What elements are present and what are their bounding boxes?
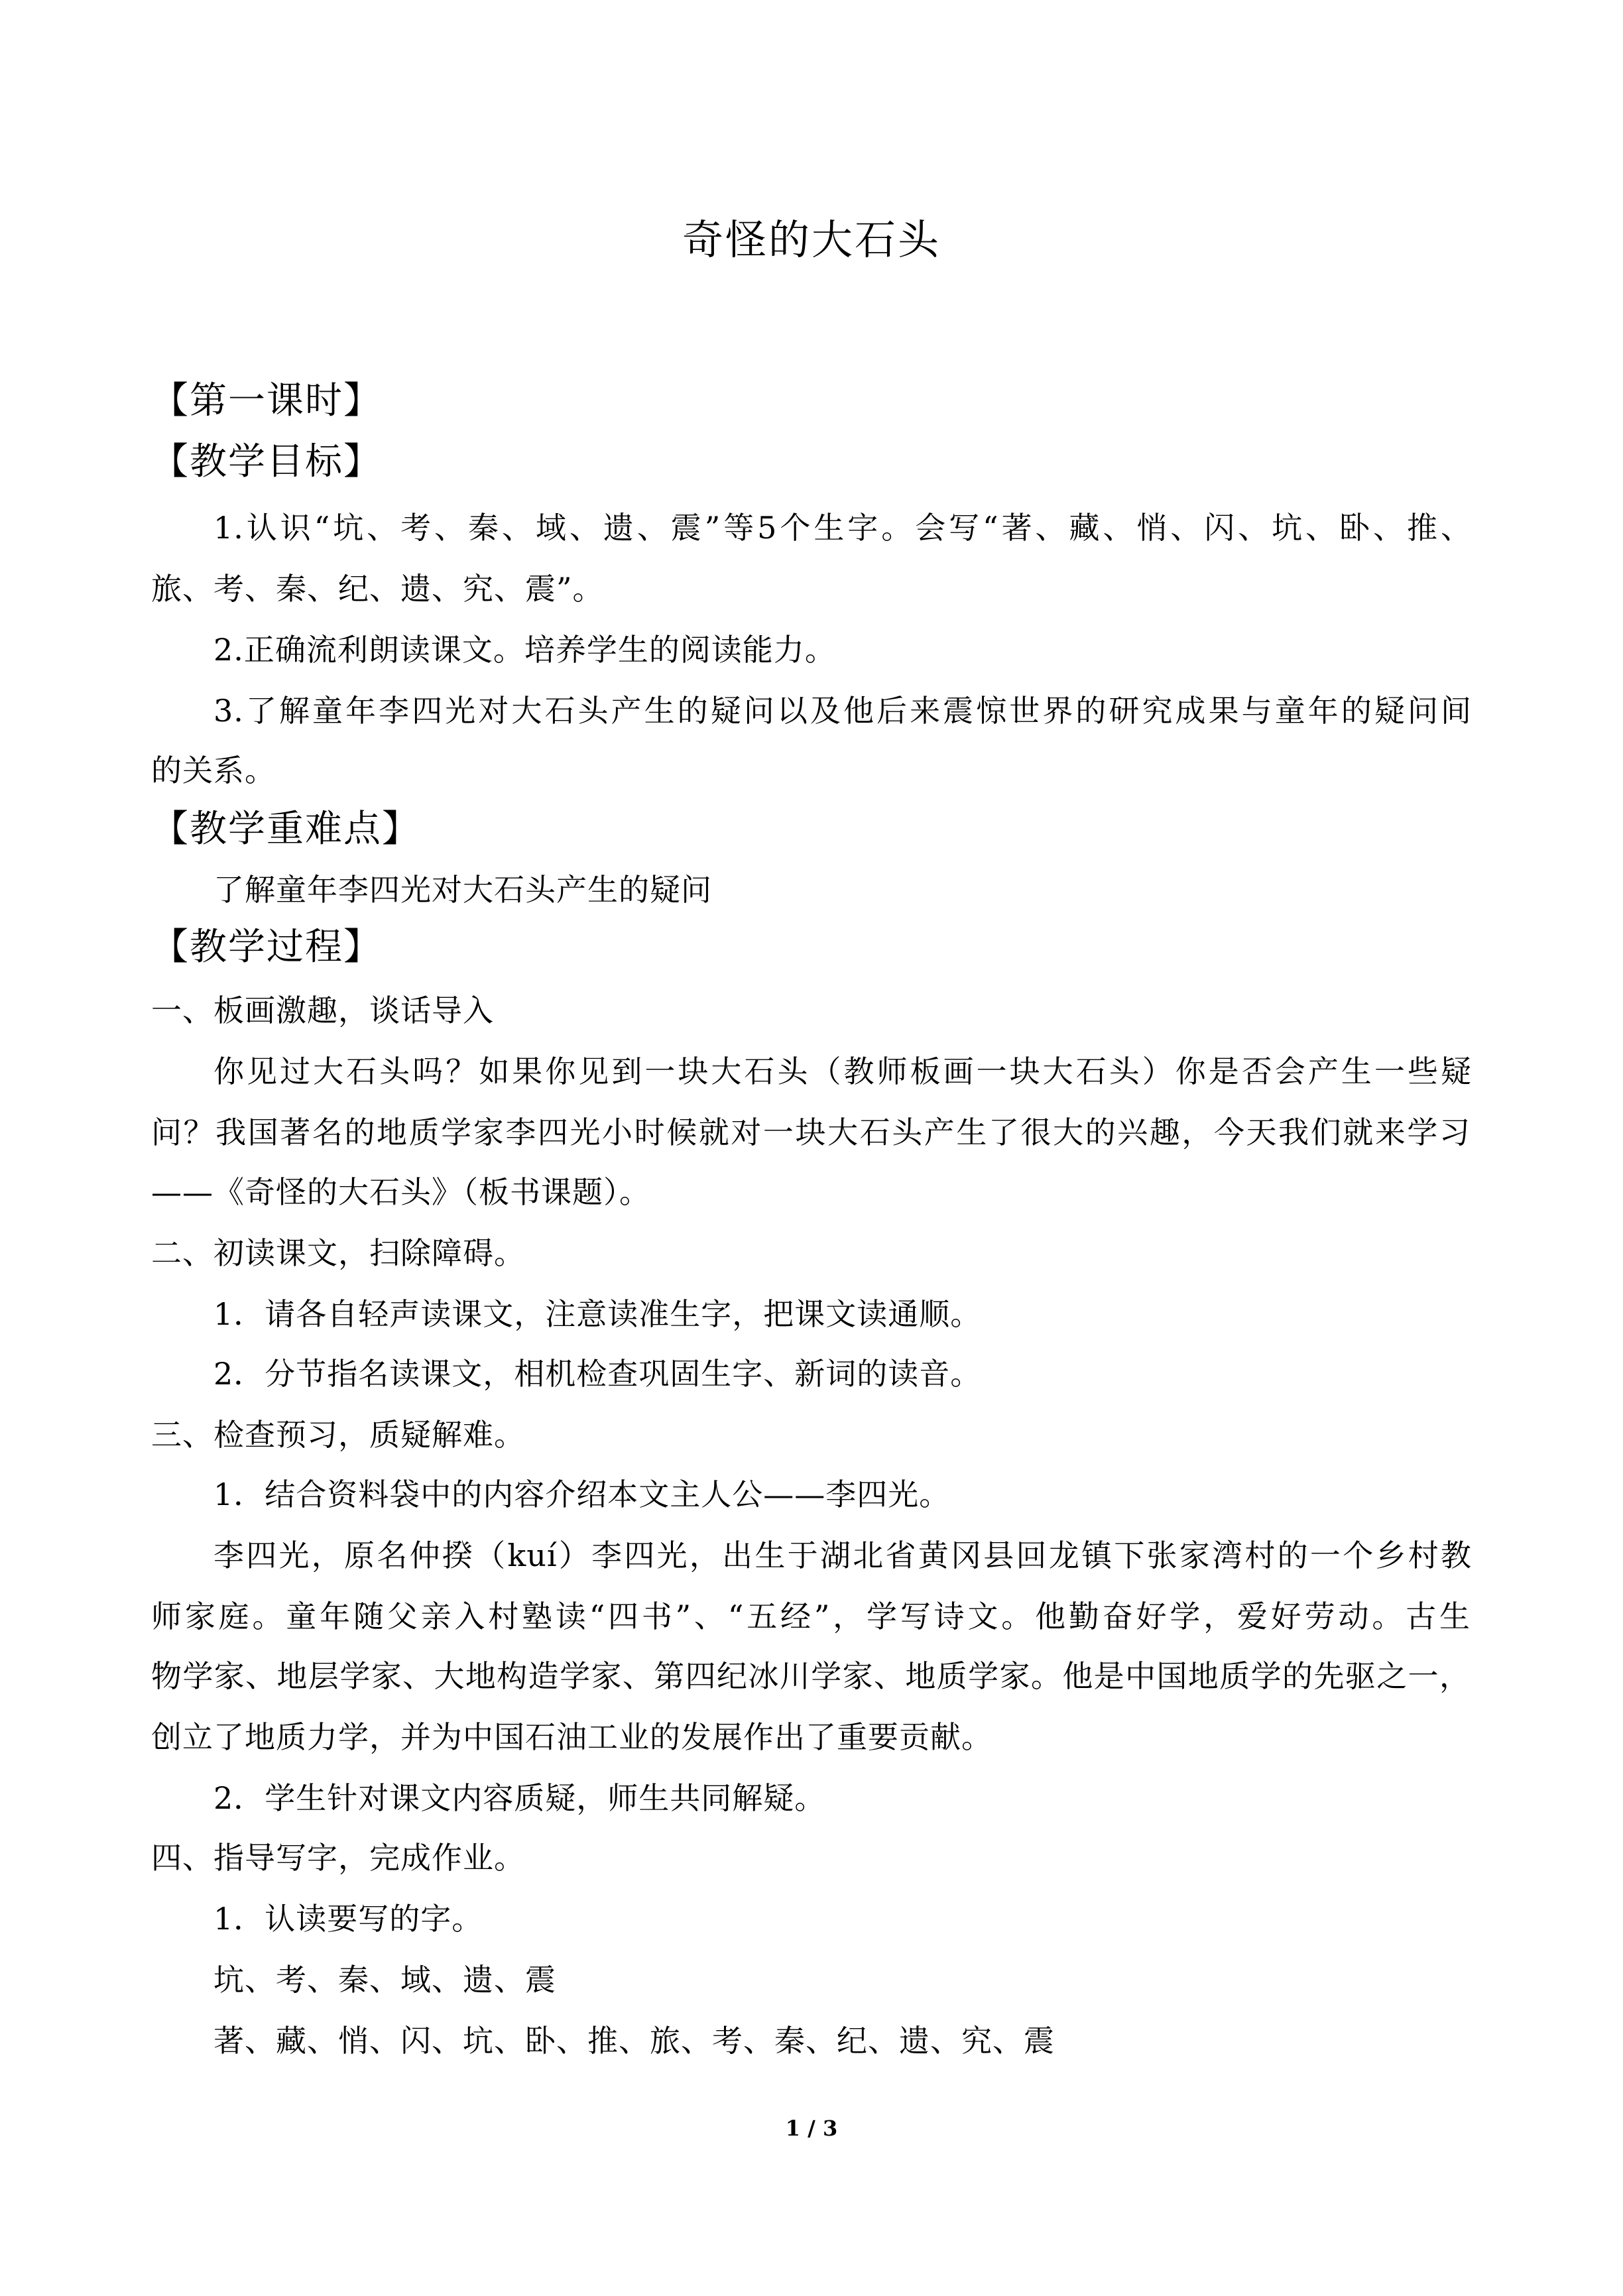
- step-1-paragraph-line-2: 问？我国著名的地质学家李四光小时候就对一块大石头产生了很大的兴趣，今天我们就来学习: [151, 1115, 1471, 1150]
- page-title: 奇怪的大石头: [682, 215, 941, 264]
- step-2-item-1: 1．请各自轻声读课文，注意读准生字，把课文读通顺。: [213, 1296, 982, 1332]
- goal-3-line-1: 3.了解童年李四光对大石头产生的疑问以及他后来震惊世界的研究成果与童年的疑问间: [213, 693, 1472, 729]
- step-4-characters-read: 坑、考、秦、域、遗、震: [213, 1962, 556, 1998]
- step-3-paragraph-line-4: 创立了地质力学，并为中国石油工业的发展作出了重要贡献。: [151, 1719, 992, 1755]
- step-2-title: 二、初读课文，扫除障碍。: [151, 1235, 525, 1271]
- keypoint-text: 了解童年李四光对大石头产生的疑问: [213, 872, 712, 908]
- step-1-paragraph-line-1: 你见过大石头吗？如果你见到一块大石头（教师板画一块大石头）你是否会产生一些疑: [213, 1054, 1472, 1089]
- page-number: 1 / 3: [785, 2116, 838, 2141]
- step-3-paragraph-line-1: 李四光，原名仲揆（kuí）李四光，出生于湖北省黄冈县回龙镇下张家湾村的一个乡村教: [213, 1538, 1472, 1573]
- goal-1-line-1: 1.认识“坑、考、秦、域、遗、震”等5个生字。会写“著、藏、悄、闪、坑、卧、推、: [213, 510, 1472, 546]
- goal-3-line-2: 的关系。: [151, 753, 276, 788]
- process-heading: 【教学过程】: [151, 926, 382, 969]
- step-3-paragraph-line-3: 物学家、地层学家、大地构造学家、第四纪冰川学家、地质学家。他是中国地质学的先驱之一，: [151, 1658, 1471, 1694]
- step-1-paragraph-line-3: ——《奇怪的大石头》（板书课题）。: [151, 1174, 650, 1210]
- section-lesson-heading: 【第一课时】: [151, 379, 382, 422]
- step-3-title: 三、检查预习，质疑解难。: [151, 1417, 525, 1453]
- keypoints-heading: 【教学重难点】: [151, 808, 420, 851]
- step-3-paragraph-line-2: 师家庭。童年随父亲入村塾读“四书”、“五经”，学写诗文。他勤奋好学，爱好劳动。古生: [151, 1599, 1471, 1634]
- step-4-item-1: 1．认读要写的字。: [213, 1901, 483, 1937]
- goals-heading: 【教学目标】: [151, 440, 382, 483]
- step-4-title: 四、指导写字，完成作业。: [151, 1840, 525, 1876]
- step-3-item-1: 1．结合资料袋中的内容介绍本文主人公——李四光。: [213, 1477, 951, 1512]
- goal-2: 2.正确流利朗读课文。培养学生的阅读能力。: [213, 632, 836, 668]
- step-3-item-2: 2．学生针对课文内容质疑，师生共同解疑。: [213, 1780, 826, 1816]
- step-1-title: 一、板画激趣，谈话导入: [151, 993, 494, 1028]
- goal-1-line-2: 旅、考、秦、纪、遗、究、震”。: [151, 571, 604, 607]
- step-2-item-2: 2．分节指名读课文，相机检查巩固生字、新词的读音。: [213, 1356, 982, 1392]
- step-4-characters-write: 著、藏、悄、闪、坑、卧、推、旅、考、秦、纪、遗、究、震: [213, 2023, 1055, 2059]
